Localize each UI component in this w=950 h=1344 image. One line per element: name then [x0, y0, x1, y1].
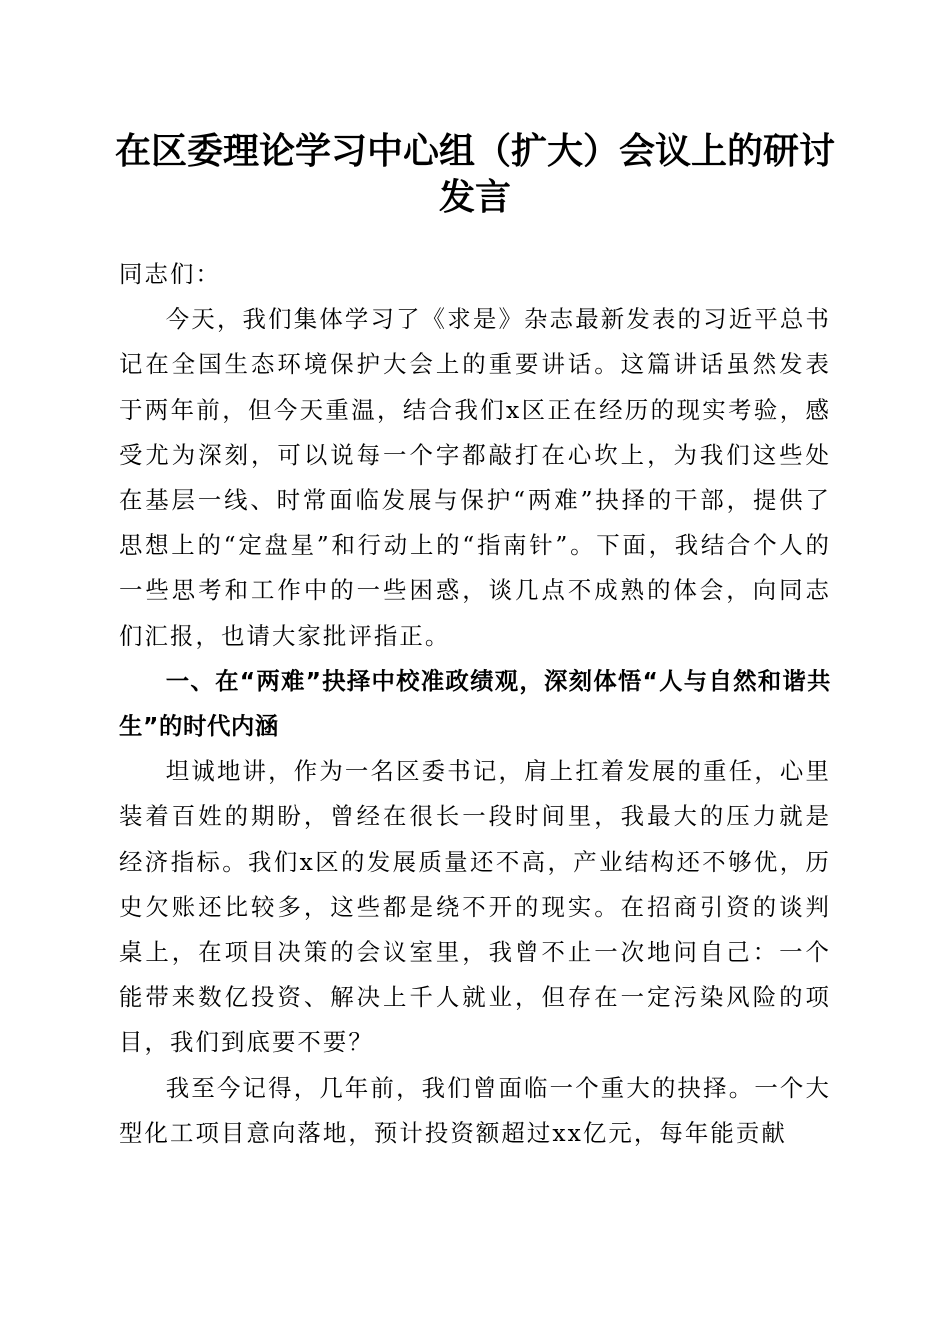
section-1-heading: 一、在“两难”抉择中校准政绩观，深刻体悟“人与自然和谐共生”的时代内涵 [119, 666, 831, 741]
section-1-paragraph-2: 我至今记得，几年前，我们曾面临一个重大的抉择。一个大型化工项目意向落地，预计投资额超过xx亿元，每年能贡献 [119, 1073, 831, 1147]
document-title: 在区委理论学习中心组（扩大）会议上的研讨发言 [114, 130, 835, 218]
salutation: 同志们： [119, 260, 221, 288]
document-body [119, 252, 831, 1156]
intro-paragraph: 今天，我们集体学习了《求是》杂志最新发表的习近平总书记在全国生态环境保护大会上的重要讲话。这篇讲话虽然发表于两年前，但今天重温，结合我们x区正在经历的现实考验，感受尤为深刻，可以说每一个字都敲打在心坎上，为我们这些处在基层一线、时常面临发展与保护“两难”抉择的干部，提供了思想上的“定盘星”和行动上的“指南针”。下面，我结合个人的一些思考和工作中的一些困惑，谈几点不成熟的体会，向同志们汇报，也请大家批评指正。 [119, 305, 831, 650]
section-1-paragraph-1: 坦诚地讲，作为一名区委书记，肩上扛着发展的重任，心里装着百姓的期盼，曾经在很长一段时间里，我最大的压力就是经济指标。我们x区的发展质量还不高，产业结构还不够优，历史欠账还比较多，这些都是绕不开的现实。在招商引资的谈判桌上，在项目决策的会议室里，我曾不止一次地问自己：一个能带来数亿投资、解决上千人就业，但存在一定污染风险的项目，我们到底要不要？ [119, 757, 831, 1057]
